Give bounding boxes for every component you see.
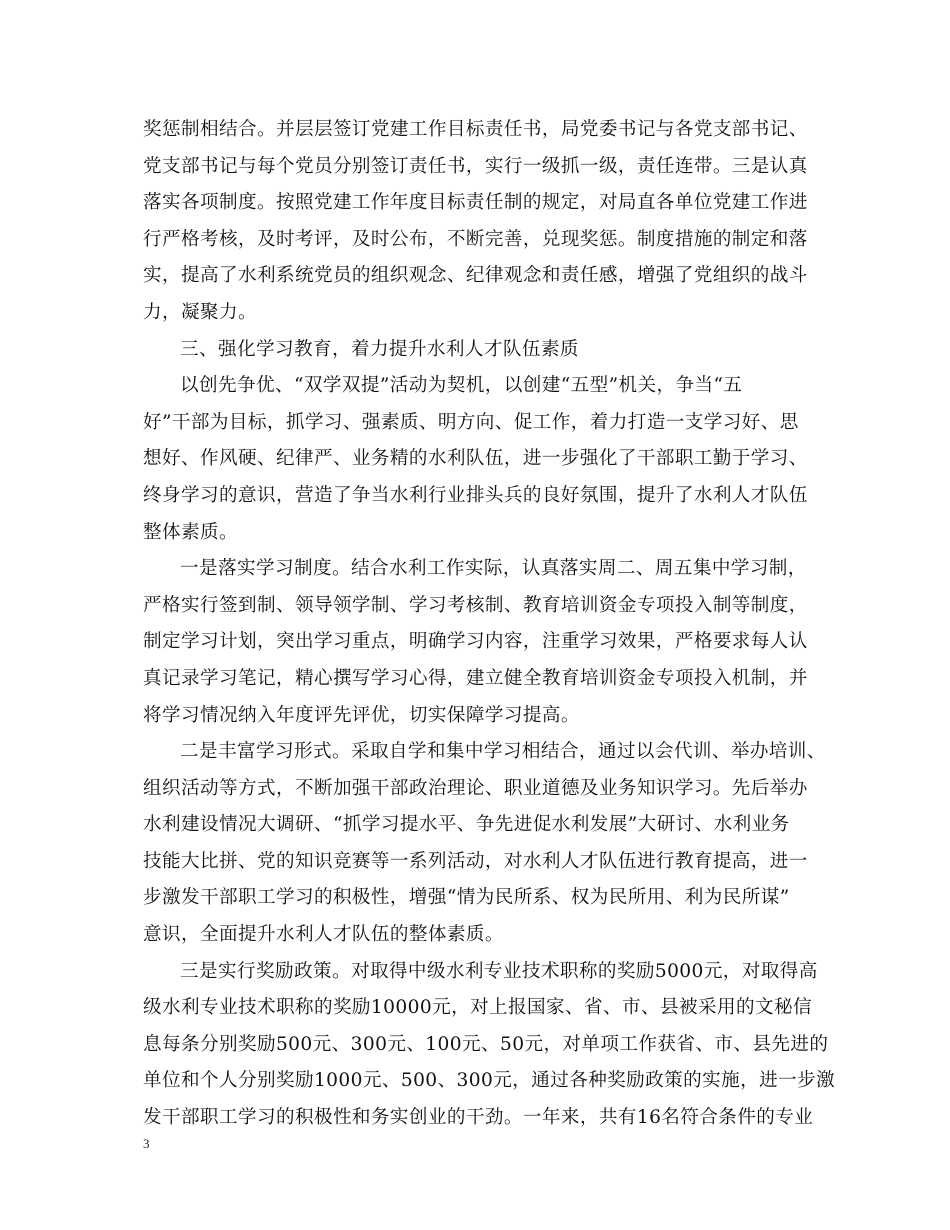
text-line: 制定学习计划，突出学习重点，明确学习内容，注重学习效果，严格要求每人认	[143, 631, 808, 653]
text-line: 党支部书记与每个党员分别签订责任书，实行一级抓一级，责任连带。三是认真	[143, 155, 808, 177]
text-line: 发干部职工学习的积极性和务实创业的干劲。一年来，共有16名符合条件的专业	[143, 1107, 814, 1129]
text-line: 步激发干部职工学习的积极性，增强“情为民所系、权为民所用、利为民所谋”	[143, 887, 790, 909]
document-body	[143, 112, 836, 1137]
text-line: 终身学习的意识，营造了争当水利行业排头兵的良好氛围，提升了水利人才队伍	[143, 484, 808, 506]
text-line: 实，提高了水利系统党员的组织观念、纪律观念和责任感，增强了党组织的战斗	[143, 265, 808, 287]
text-line: 将学习情况纳入年度评先评优，切实保障学习提高。	[143, 704, 580, 726]
text-line: 好”干部为目标，抓学习、强素质、明方向、促工作，着力打造一支学习好、思	[143, 411, 799, 433]
paragraph-study-system	[143, 551, 808, 734]
text-line: 力，凝聚力。	[143, 301, 257, 323]
text-line: 单位和个人分别奖励1000元、500、300元，通过各种奖励政策的实施，进一步激	[143, 1070, 836, 1092]
page-number: 3	[143, 1136, 150, 1151]
text-line: 二是丰富学习形式。采取自学和集中学习相结合，通过以会代训、举办培训、	[180, 741, 826, 763]
text-line: 技能大比拼、党的知识竞赛等一系列活动，对水利人才队伍进行教育提高，进一	[143, 850, 808, 872]
text-line: 奖惩制相结合。并层层签订党建工作目标责任书，局党委书记与各党支部书记、	[143, 119, 808, 140]
paragraph-study-forms	[143, 734, 826, 954]
paragraph-intro	[143, 368, 808, 551]
text-line: 落实各项制度。按照党建工作年度目标责任制的规定，对局直各单位党建工作进	[143, 192, 808, 214]
text-line: 息每条分别奖励500元、300元、100元、50元，对单项工作获省、市、县先进的	[143, 1033, 829, 1055]
text-line: 整体素质。	[143, 521, 238, 543]
text-line: 真记录学习笔记，精心撰写学习心得，建立健全教育培训资金专项投入机制，并	[143, 667, 808, 689]
text-line: 组织活动等方式，不断加强干部政治理论、职业道德及业务知识学习。先后举办	[143, 777, 808, 799]
text-line: 意识，全面提升水利人才队伍的整体素质。	[143, 924, 504, 946]
text-line: 级水利专业技术职称的奖励10000元，对上报国家、省、市、县被采用的文秘信	[143, 997, 812, 1019]
text-line: 一是落实学习制度。结合水利工作实际，认真落实周二、周五集中学习制，	[180, 558, 807, 580]
section-heading-text: 三、强化学习教育，着力提升水利人才队伍素质	[180, 338, 579, 360]
text-line: 想好、作风硬、纪律严、业务精的水利队伍，进一步强化了干部职工勤于学习、	[143, 448, 808, 470]
text-line: 以创先争优、“双学双提”活动为契机，以创建“五型”机关，争当“五	[180, 375, 743, 397]
text-line: 行严格考核，及时考评，及时公布，不断完善，兑现奖惩。制度措施的制定和落	[143, 228, 808, 250]
paragraph-party-building-continuation	[143, 112, 808, 332]
text-line: 水利建设情况大调研、“抓学习提水平、争先进促水利发展”大研讨、水利业务	[143, 814, 790, 836]
text-line: 三是实行奖励政策。对取得中级水利专业技术职称的奖励5000元，对取得高	[180, 960, 818, 982]
paragraph-reward-policy	[143, 954, 836, 1137]
section-heading	[143, 332, 808, 369]
text-line: 严格实行签到制、领导领学制、学习考核制、教育培训资金专项投入制等制度，	[143, 594, 808, 616]
